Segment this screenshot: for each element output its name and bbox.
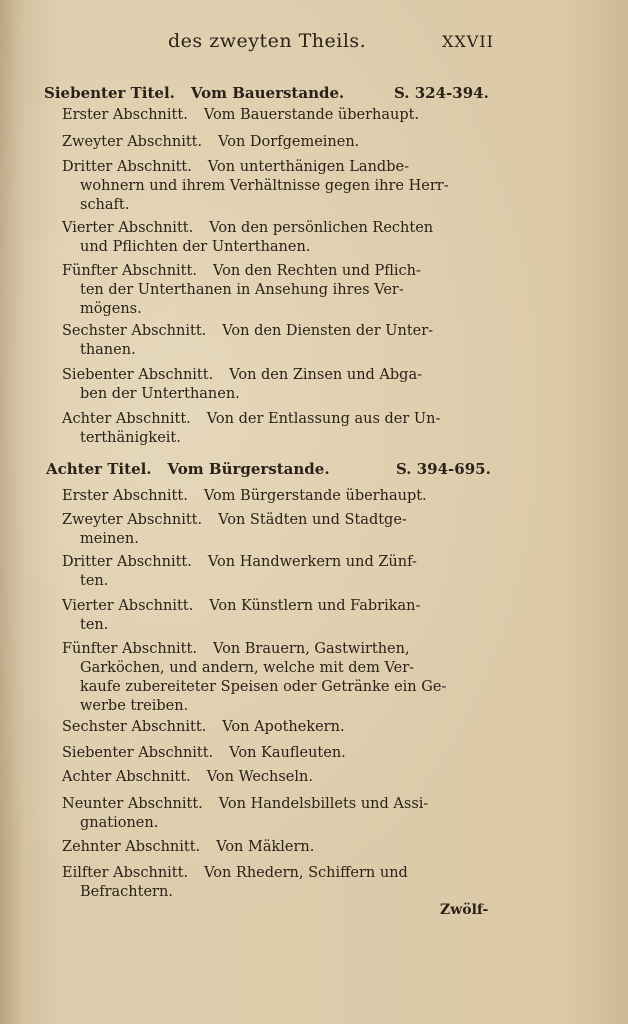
entry-title: Von Rhedern, Schiffern und bbox=[204, 865, 408, 881]
entry-continuation: thanen. bbox=[80, 342, 136, 358]
toc-entry bbox=[62, 553, 417, 571]
catchword: Zwölf- bbox=[440, 902, 489, 918]
entry-title: Von Brauern, Gastwirthen, bbox=[212, 641, 410, 657]
entry-label: Siebenter Abschnitt. bbox=[62, 367, 214, 383]
toc-entry bbox=[62, 838, 314, 856]
entry-continuation: mögens. bbox=[80, 301, 142, 317]
entry-label: Zehnter Abschnitt. bbox=[62, 839, 201, 855]
section-label: Siebenter Titel. bbox=[44, 84, 175, 102]
section-title: Vom Bürgerstande. bbox=[167, 460, 330, 478]
toc-entry bbox=[62, 410, 440, 428]
section-label: Achter Titel. bbox=[46, 460, 152, 478]
entry-label: Fünfter Abschnitt. bbox=[62, 641, 197, 657]
entry-continuation: ben der Unterthanen. bbox=[80, 386, 240, 402]
toc-entry bbox=[62, 744, 346, 762]
entry-label: Dritter Abschnitt. bbox=[62, 554, 192, 570]
toc-entry bbox=[62, 597, 420, 615]
entry-title: Von den Diensten der Unter- bbox=[222, 323, 434, 339]
entry-label: Achter Abschnitt. bbox=[62, 769, 191, 785]
entry-title: Von den Zinsen und Abga- bbox=[229, 367, 423, 383]
entry-label: Zweyter Abschnitt. bbox=[62, 512, 203, 528]
entry-label: Siebenter Abschnitt. bbox=[62, 745, 214, 761]
entry-label: Achter Abschnitt. bbox=[62, 411, 191, 427]
toc-entry bbox=[62, 487, 427, 505]
entry-title: Von Dorfgemeinen. bbox=[218, 134, 360, 150]
entry-title: Von Städten und Stadtge- bbox=[218, 512, 407, 528]
entry-label: Fünfter Abschnitt. bbox=[62, 263, 197, 279]
section-title: Vom Bauerstande. bbox=[190, 84, 345, 102]
entry-title: Von unterthänigen Landbe- bbox=[207, 159, 409, 175]
entry-continuation: Garköchen, und andern, welche mit dem Ver- bbox=[80, 660, 415, 676]
toc-entry bbox=[62, 795, 428, 813]
entry-title: Von den persönlichen Rechten bbox=[209, 220, 434, 236]
entry-continuation: terthänigkeit. bbox=[80, 430, 181, 446]
toc-entry bbox=[62, 262, 421, 280]
entry-title: Vom Bauerstande überhaupt. bbox=[203, 107, 420, 123]
entry-title: Von Kaufleuten. bbox=[229, 745, 346, 761]
entry-continuation: wohnern und ihrem Verhältnisse gegen ihre Herr- bbox=[80, 178, 449, 194]
toc-entry bbox=[62, 864, 408, 882]
entry-title: Vom Bürgerstande überhaupt. bbox=[203, 488, 427, 504]
toc-entry bbox=[62, 640, 410, 658]
page-number: XXVII bbox=[442, 32, 494, 51]
entry-continuation: kaufe zubereiteter Speisen oder Getränke ein Ge- bbox=[80, 679, 447, 695]
entry-continuation: und Pflichten der Unterthanen. bbox=[80, 239, 311, 255]
section-heading bbox=[46, 460, 330, 478]
entry-continuation: schaft. bbox=[80, 197, 130, 213]
entry-title: Von Künstlern und Fabrikan- bbox=[209, 598, 421, 614]
toc-entry bbox=[62, 718, 345, 736]
entry-label: Erster Abschnitt. bbox=[62, 107, 188, 123]
entry-title: Von Wechseln. bbox=[206, 769, 313, 785]
entry-title: Von der Entlassung aus der Un- bbox=[206, 411, 441, 427]
entry-continuation: ten. bbox=[80, 617, 109, 633]
entry-label: Zweyter Abschnitt. bbox=[62, 134, 203, 150]
toc-entry bbox=[62, 158, 409, 176]
entry-continuation: Befrachtern. bbox=[80, 884, 173, 900]
entry-continuation: ten der Unterthanen in Ansehung ihres Ver- bbox=[80, 282, 404, 298]
running-head: des zweyten Theils. bbox=[168, 30, 367, 52]
entry-title: Von Apothekern. bbox=[222, 719, 345, 735]
entry-title: Von Mäklern. bbox=[216, 839, 315, 855]
entry-continuation: ten. bbox=[80, 573, 109, 589]
entry-label: Eilfter Abschnitt. bbox=[62, 865, 189, 881]
toc-entry bbox=[62, 322, 433, 340]
section-page-range: S. 324-394. bbox=[394, 84, 489, 102]
entry-continuation: werbe treiben. bbox=[80, 698, 189, 714]
section-page-range: S. 394-695. bbox=[396, 460, 491, 478]
entry-label: Dritter Abschnitt. bbox=[62, 159, 192, 175]
entry-title: Von den Rechten und Pflich- bbox=[212, 263, 421, 279]
entry-continuation: gnationen. bbox=[80, 815, 159, 831]
toc-entry bbox=[62, 219, 433, 237]
toc-entry bbox=[62, 511, 407, 529]
toc-entry bbox=[62, 768, 313, 786]
toc-entry bbox=[62, 133, 359, 151]
entry-label: Vierter Abschnitt. bbox=[62, 598, 194, 614]
toc-entry bbox=[62, 366, 422, 384]
entry-label: Sechster Abschnitt. bbox=[62, 719, 207, 735]
toc-entry bbox=[62, 106, 419, 124]
entry-label: Vierter Abschnitt. bbox=[62, 220, 194, 236]
entry-title: Von Handelsbillets und Assi- bbox=[218, 796, 429, 812]
entry-continuation: meinen. bbox=[80, 531, 139, 547]
entry-label: Sechster Abschnitt. bbox=[62, 323, 207, 339]
entry-title: Von Handwerkern und Zünf- bbox=[207, 554, 417, 570]
entry-label: Erster Abschnitt. bbox=[62, 488, 188, 504]
entry-label: Neunter Abschnitt. bbox=[62, 796, 203, 812]
section-heading bbox=[44, 84, 344, 102]
